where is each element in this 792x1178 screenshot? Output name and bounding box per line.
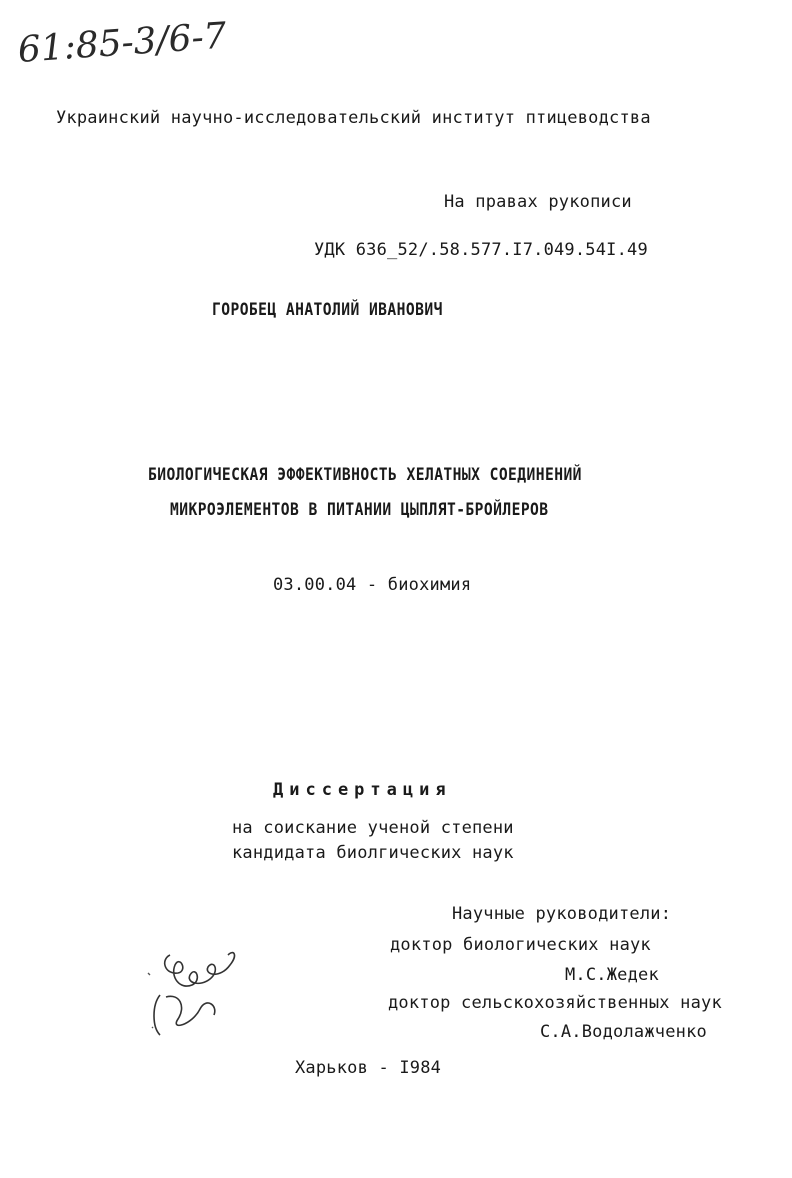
handwritten-archive-code: 61:85-3/6-7 — [16, 15, 228, 71]
supervisor-2-degree: доктор сельскохозяйственных наук — [388, 993, 722, 1013]
handwritten-signature — [130, 935, 260, 1045]
institute-name: Украинский научно-исследовательский институт птицеводства — [56, 108, 651, 128]
supervisors-heading: Научные руководители: — [452, 904, 672, 924]
title-line-2: МИКРОЭЛЕМЕНТОВ В ПИТАНИИ ЦЫПЛЯТ-БРОЙЛЕРОВ — [170, 500, 549, 520]
specialty-code: 03.00.04 - биохимия — [273, 575, 472, 595]
degree-line-1: на соискание ученой степени — [232, 818, 514, 838]
author-name: ГОРОБЕЦ АНАТОЛИЙ ИВАНОВИЧ — [212, 300, 443, 320]
supervisor-1-degree: доктор биологических наук — [390, 935, 651, 955]
supervisor-1-name: М.С.Жедек — [565, 965, 659, 985]
degree-line-2: кандидата биолгических наук — [232, 843, 514, 863]
manuscript-rights: На правах рукописи — [444, 192, 632, 212]
city-and-year: Харьков - I984 — [295, 1058, 442, 1078]
title-line-1: БИОЛОГИЧЕСКАЯ ЭФФЕКТИВНОСТЬ ХЕЛАТНЫХ СОЕДИНЕНИЙ — [148, 465, 582, 485]
dissertation-heading: Диссертация — [273, 780, 452, 800]
udk-code: УДК 636_52/.58.577.I7.049.54I.49 — [314, 240, 648, 260]
supervisor-2-name: С.А.Водолажченко — [540, 1022, 707, 1042]
